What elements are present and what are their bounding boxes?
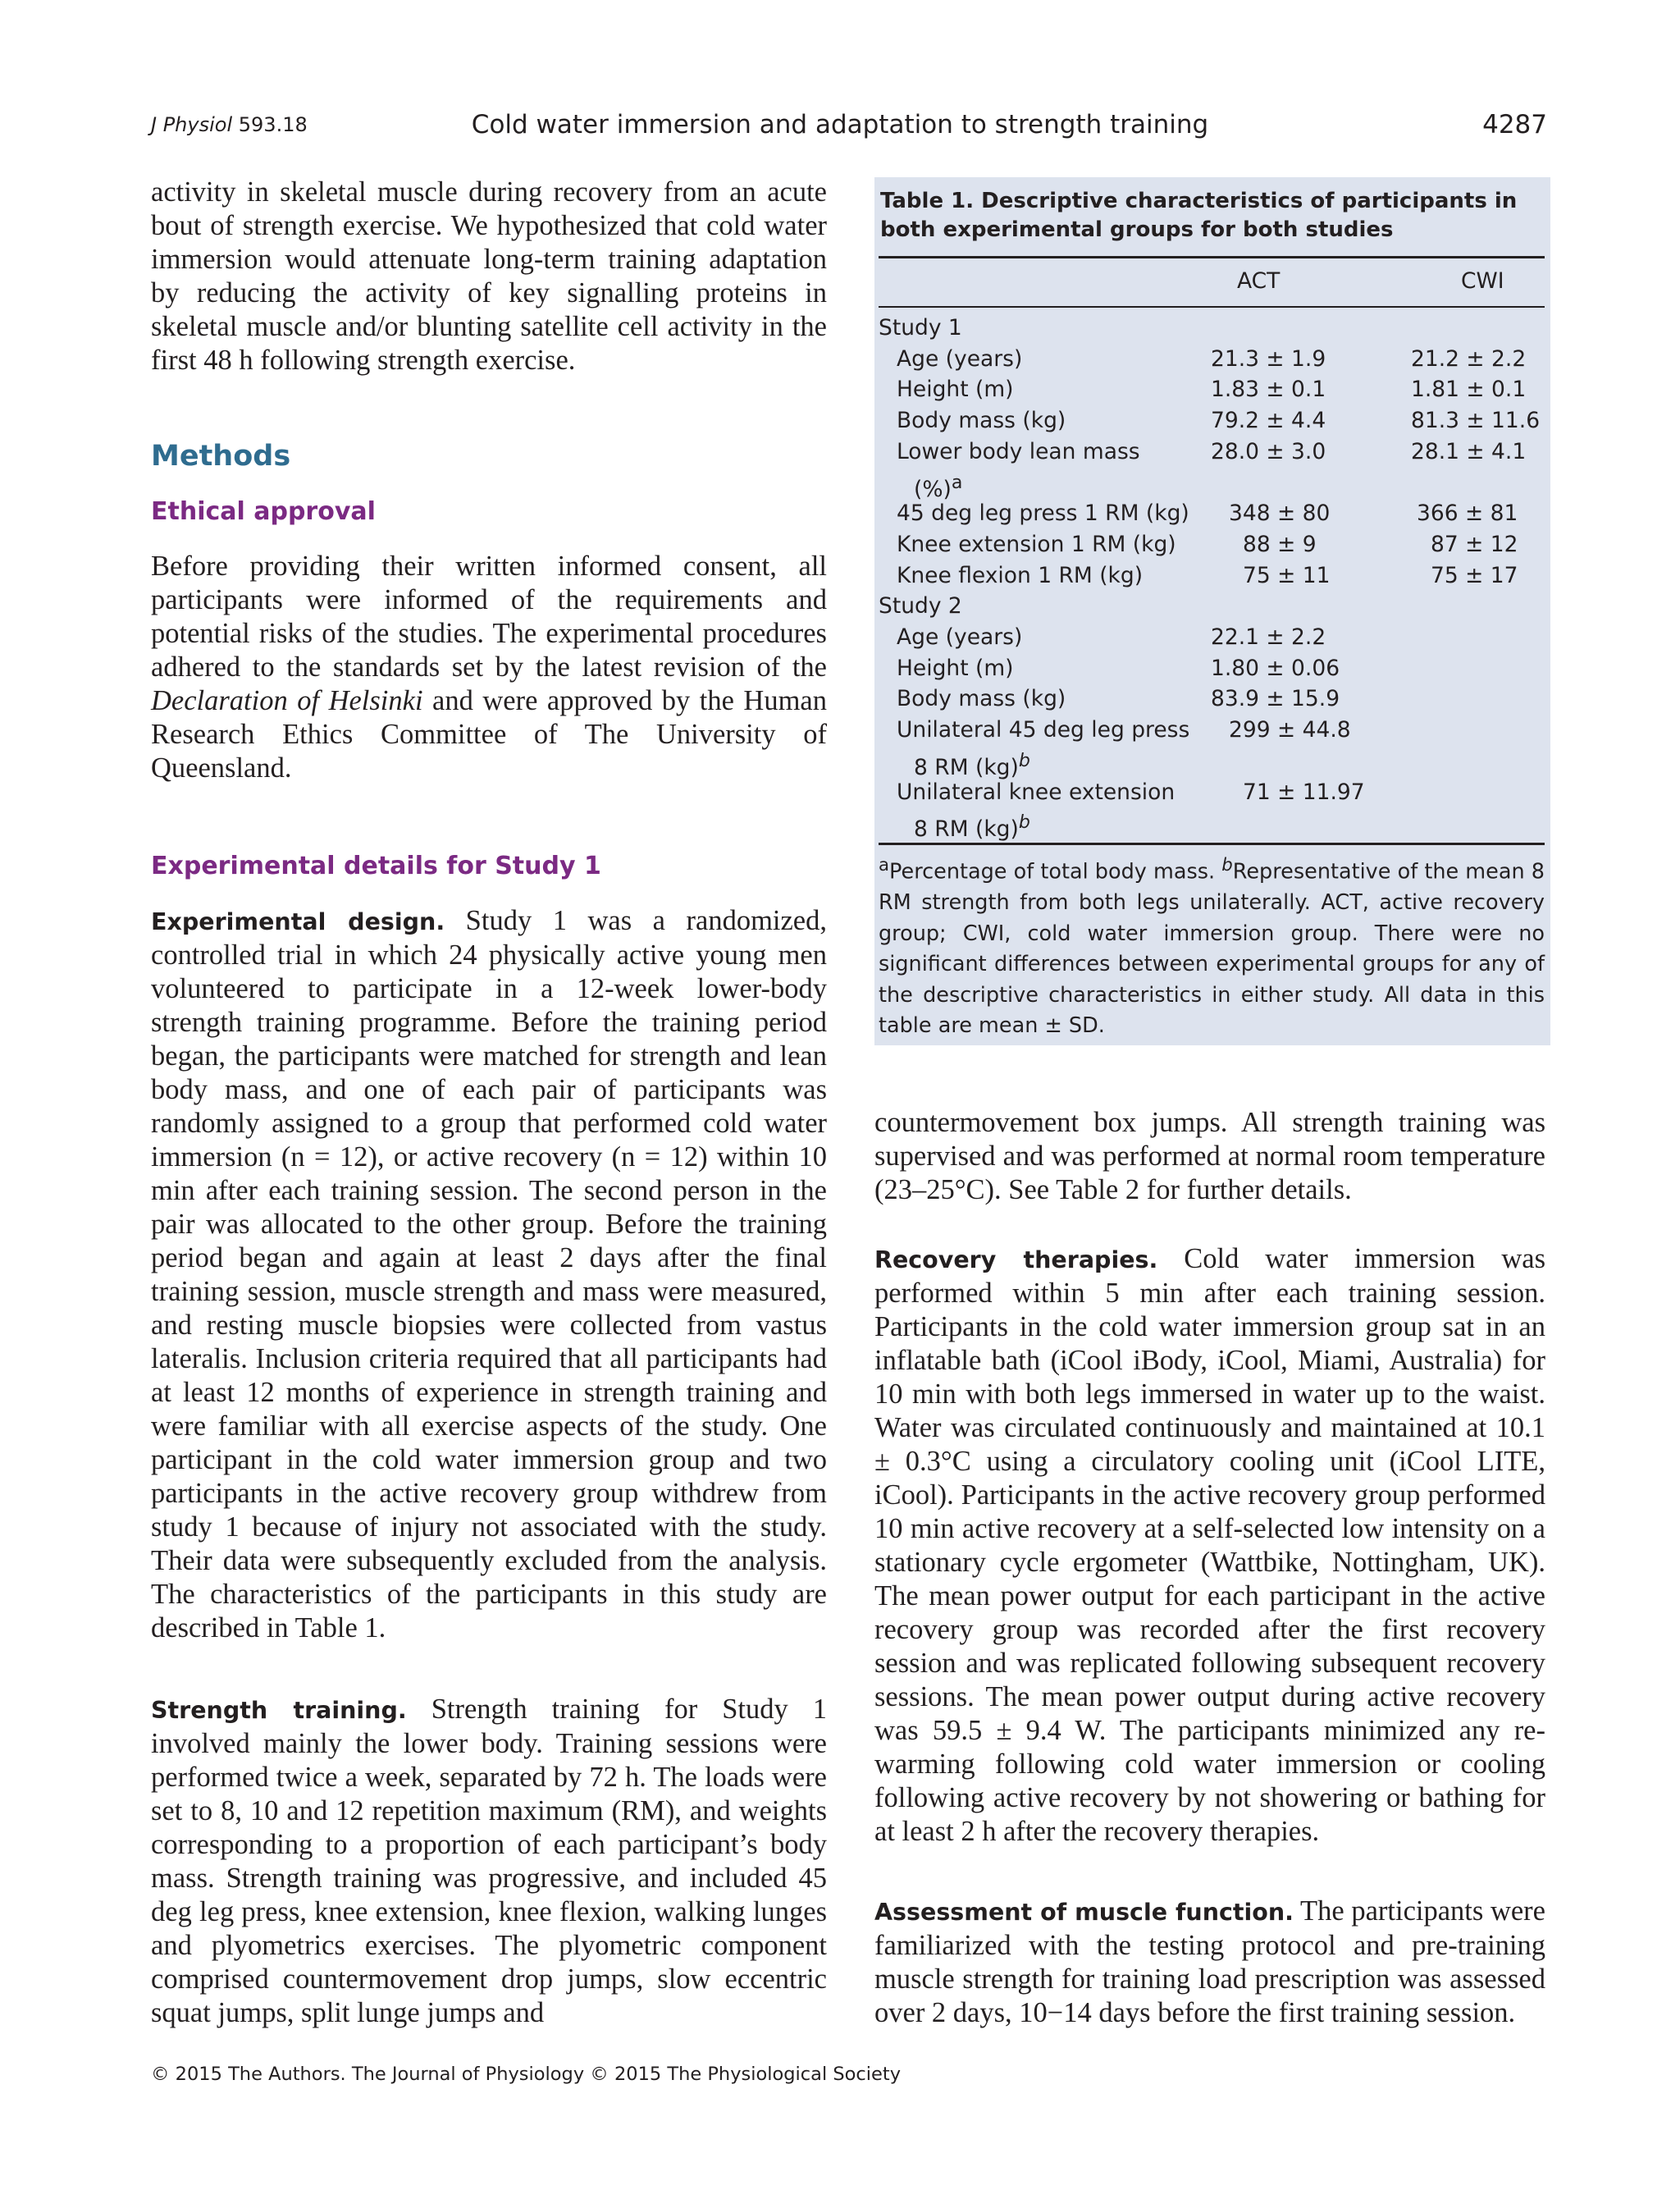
table-cell-act: 75 ± 11: [1243, 562, 1331, 588]
table-row-label: Body mass (kg): [897, 408, 1066, 434]
continuation-paragraph: countermovement box jumps. All strength training was supervised and was performed at normal room temperature (23–25°C). See Table 2 for further details.: [874, 1107, 1545, 1205]
experimental-design-paragraph: [151, 904, 827, 1645]
table-cell-cwi: 81.3 ± 11.6: [1411, 408, 1541, 434]
table-cell-cwi: 21.2 ± 2.2: [1411, 345, 1527, 372]
table-cell-act: 28.0 ± 3.0: [1211, 438, 1326, 464]
ethical-paragraph: [151, 550, 827, 785]
table-row-label: Age (years): [897, 624, 1023, 650]
table-footnote-marker: a: [951, 472, 963, 493]
table-cell-cwi: 366 ± 81: [1417, 501, 1518, 527]
footnote-b-mark: b: [1221, 855, 1233, 875]
table-header-rule: [879, 306, 1545, 308]
recovery-therapies-runin: Recovery therapies.: [874, 1246, 1158, 1273]
table-cell-cwi: 75 ± 17: [1431, 562, 1518, 588]
table-row-label: 45 deg leg press 1 RM (kg): [897, 501, 1189, 527]
strength-training-runin: Strength training.: [151, 1697, 407, 1724]
table-cell-act: 299 ± 44.8: [1229, 717, 1351, 743]
table-footnote-marker: b: [1018, 812, 1030, 834]
journal-volume: 593.18: [238, 113, 308, 136]
table-top-rule: [879, 256, 1545, 258]
footnote-a-mark: a: [879, 855, 890, 875]
recovery-therapies-paragraph: [874, 1242, 1545, 1849]
copyright-footer: © 2015 The Authors. The Journal of Physiology © 2015 The Physiological Society: [151, 2064, 902, 2085]
table-row-label: Unilateral 45 deg leg press: [897, 717, 1190, 743]
intro-paragraph: activity in skeletal muscle during recovery from an acute bout of strength exercise. We hypothesized that cold water immersion would attenuate long-term training adaptation by reducing the activity of key signalling proteins in skeletal muscle and/or blunting satellite cell activity in the first 48 h following strength exercise.: [151, 176, 827, 376]
table-cell-act: 1.80 ± 0.06: [1211, 655, 1340, 681]
table-section-label: Study 1: [879, 315, 962, 341]
footnote-a-text: Percentage of total body mass.: [889, 859, 1222, 885]
experimental-design-runin: Experimental design.: [151, 908, 445, 935]
table-row-label: 8 RM (kg)$^b$: [914, 812, 1030, 843]
table-row-label: Knee extension 1 RM (kg): [897, 531, 1176, 557]
table-1-caption: Table 1. Descriptive characteristics of participants in both experimental groups for both studies: [880, 189, 1518, 242]
table-row-label: Knee flexion 1 RM (kg): [897, 562, 1144, 588]
recovery-therapies-text: Cold water immersion was performed within 5 min after each training session. Participants in the cold water immersion group sat in an inflatable bath (iCool iBody, iCool, Miami, Australia) for 10 min with both legs immersed in water up to the waist. Water was circulated continuously and maintained at 10.1 ± 0.3°C using a circulatory cooling unit (iCool LITE, iCool). Participants in the active recovery group performed 10 min active recovery at a self-selected low intensity on a stationary cycle ergometer (Wattbike, Nottingham, UK). The mean power output for each participant in the active recovery group was recorded after the first recovery session and was replicated following subsequent recovery sessions. The mean power output during active recovery was 59.5 ± 9.4 W. The participants minimized any re-warming following cold water immersion or cooling following active recovery by not showering or bathing for at least 2 h after the recovery therapies.: [874, 1243, 1546, 1847]
column-header-cwi: CWI: [1461, 268, 1504, 294]
ethical-text-start: Before providing their written informed consent, all participants were informed of the requirements and potential risks of the studies. The experimental procedures adhered to the standards set by the latest revision of the: [151, 551, 827, 683]
experimental-design-text: Study 1 was a randomized, controlled trial in which 24 physically active young men volunteered to participate in a 12-week lower-body strength training programme. Before the training period began, the participants were matched for strength and lean body mass, and one of each pair of participants was randomly assigned to a group that performed cold water immersion (n = 12), or active recovery (n = 12) within 10 min after each training session. The second person in the pair was allocated to the other group. Before the training period began and again at least 2 days after the final training session, muscle strength and mass were measured, and resting muscle biopsies were collected from vastus lateralis. Inclusion criteria required that all participants had at least 12 months of experience in strength training and were familiar with all exercise aspects of the study. One participant in the cold water immersion group and two participants in the active recovery group withdrew from study 1 because of injury not associated with the study. Their data were subsequently excluded from the analysis. The characteristics of the participants in this study are described in Table 1.: [151, 905, 827, 1643]
declaration-title: Declaration of Helsinki: [151, 685, 423, 716]
table-row-label: 8 RM (kg)$^b$: [914, 750, 1030, 780]
table-footnote-marker: b: [1018, 750, 1030, 771]
table-row-label: Age (years): [897, 345, 1023, 372]
study1-heading: Experimental details for Study 1: [151, 852, 601, 880]
page-number: 4287: [1482, 110, 1547, 139]
table-cell-act: 22.1 ± 2.2: [1211, 624, 1326, 650]
table-row-label: Height (m): [897, 377, 1014, 403]
table-row-label: Lower body lean mass: [897, 438, 1140, 464]
table-cell-act: 348 ± 80: [1229, 501, 1331, 527]
table-cell-act: 71 ± 11.97: [1243, 779, 1365, 805]
table-cell-act: 83.9 ± 15.9: [1211, 686, 1340, 712]
table-footnote: [879, 850, 1545, 1042]
table-row-label: Body mass (kg): [897, 686, 1066, 712]
table-cell-act: 88 ± 9: [1243, 531, 1317, 557]
footnote-b-text: Representative of the mean 8 RM strength from both legs unilaterally. ACT, active recovery group; CWI, cold water immersion group. There were no significant differences between experimental groups for any of the descriptive characteristics in either study. All data in this table are mean ± SD.: [879, 859, 1545, 1038]
journal-name: J Physiol: [151, 113, 233, 136]
muscle-function-text: The participants were familiarized with the testing protocol and pre-training muscle strength for training load prescription was assessed over 2 days, 10−14 days before the first training session.: [874, 1895, 1545, 2028]
table-cell-cwi: 87 ± 12: [1431, 531, 1518, 557]
column-header-act: ACT: [1237, 268, 1281, 294]
muscle-function-paragraph: [874, 1895, 1545, 2030]
table-row-label: Height (m): [897, 655, 1014, 681]
table-row-label: (%)$^a$: [914, 472, 963, 502]
ethical-text-end: and were approved by the Human Research Ethics Committee of The University of Queensland.: [151, 685, 827, 784]
ethical-approval-heading: Ethical approval: [151, 497, 376, 526]
table-cell-cwi: 28.1 ± 4.1: [1411, 438, 1527, 464]
methods-heading: Methods: [151, 440, 291, 473]
running-title: Cold water immersion and adaptation to strength training: [471, 110, 1209, 139]
table-row-label: Unilateral knee extension: [897, 779, 1176, 805]
table-cell-act: 21.3 ± 1.9: [1211, 345, 1326, 372]
strength-training-paragraph: [151, 1693, 827, 2030]
table-cell-act: 79.2 ± 4.4: [1211, 408, 1326, 434]
table-section-label: Study 2: [879, 593, 962, 619]
muscle-function-runin: Assessment of muscle function.: [874, 1899, 1294, 1926]
table-cell-act: 1.83 ± 0.1: [1211, 377, 1326, 403]
table-cell-cwi: 1.81 ± 0.1: [1411, 377, 1527, 403]
strength-training-text: Strength training for Study 1 involved mainly the lower body. Training sessions were performed twice a week, separated by 72 h. The loads were set to 8, 10 and 12 repetition maximum (RM), and weights corresponding to a proportion of each participant’s body mass. Strength training was progressive, and included 45 deg leg press, knee extension, knee flexion, walking lunges and plyometrics exercises. The plyometric component comprised countermovement drop jumps, slow eccentric squat jumps, split lunge jumps and: [151, 1694, 828, 2028]
